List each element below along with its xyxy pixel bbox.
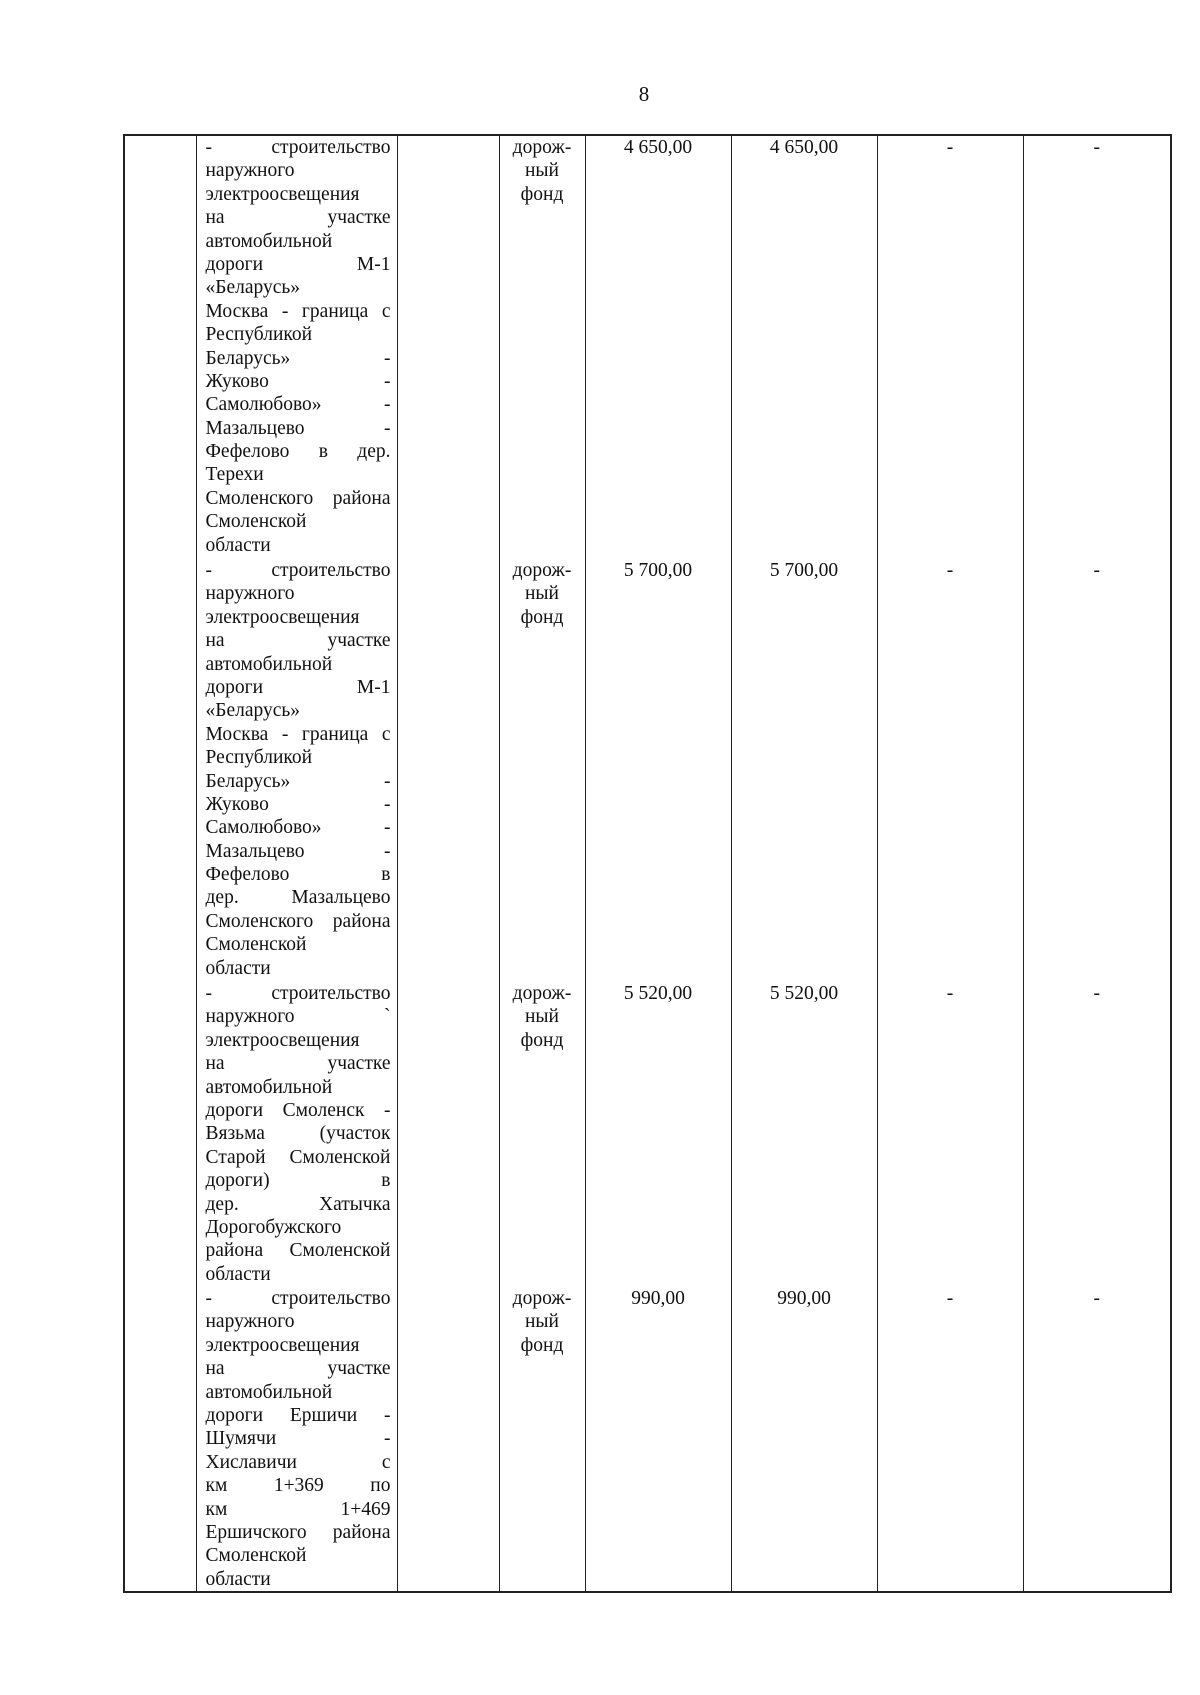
description-line: - строительство — [205, 983, 391, 1004]
description-line: Хиславичи с — [205, 1451, 391, 1473]
table-row — [124, 135, 1171, 1592]
funding-source-cell — [499, 135, 585, 1592]
column-8-value: - — [1093, 983, 1100, 1004]
description-line: области — [205, 534, 271, 556]
description-line: Москва - граница с — [205, 723, 391, 745]
amount-year: 990,00 — [777, 1288, 831, 1309]
description-line: автомобильной — [205, 653, 333, 675]
amount-year: 5 520,00 — [769, 983, 839, 1004]
description-line: «Беларусь» — [205, 277, 301, 299]
description-line: Самолюбово» - — [205, 394, 391, 416]
amount-total: 990,00 — [631, 1288, 685, 1309]
description-line: - строительство — [205, 1288, 391, 1309]
description-line: дер. Хатычка — [205, 1193, 391, 1215]
funding-source-entry — [500, 982, 585, 1287]
page-number: 8 — [638, 82, 650, 106]
description-line: Смоленской — [205, 1545, 307, 1567]
description-line: Шумячи - — [205, 1428, 391, 1450]
description-line: дер. Мазальцево — [205, 887, 391, 909]
column-7-cell — [877, 135, 1023, 1592]
description-line: Вязьма (участок — [205, 1123, 391, 1145]
description-line: «Беларусь» — [205, 700, 301, 722]
funding-source-line: фонд — [520, 606, 564, 628]
description-entry — [206, 982, 391, 1287]
description-line: наружного ` — [205, 1006, 391, 1028]
description-line: на участке — [205, 1358, 391, 1380]
description-line: Смоленского района — [205, 910, 391, 932]
column-7-value: - — [946, 560, 954, 581]
description-line: области — [205, 1263, 271, 1285]
amount-total: 5 700,00 — [623, 560, 693, 581]
amount-year: 5 700,00 — [769, 560, 839, 581]
funding-source-line: дорож- — [512, 560, 572, 581]
column-7-value: - — [946, 983, 954, 1004]
description-line: Самолюбово» - — [205, 817, 391, 839]
description-line: - строительство — [205, 137, 391, 158]
description-line: Ершичского района — [205, 1521, 391, 1543]
description-line: Смоленской — [205, 934, 307, 956]
description-line: Старой Смоленской — [205, 1146, 391, 1168]
description-line: наружного — [205, 583, 295, 605]
funding-source-line: фонд — [520, 1334, 564, 1356]
budget-table — [123, 134, 1172, 1593]
description-line: наружного — [205, 160, 295, 182]
funding-source-line: фонд — [520, 183, 564, 205]
funding-source-line: ный — [525, 1006, 559, 1028]
description-line: автомобильной — [205, 230, 333, 252]
description-line: области — [205, 957, 271, 979]
description-line: Республикой — [205, 747, 313, 769]
funding-source-line: дорож- — [512, 1288, 572, 1309]
description-line: Республикой — [205, 324, 313, 346]
description-line: км 1+469 — [205, 1498, 391, 1520]
column-8-cell — [1023, 135, 1171, 1592]
funding-source-line: дорож- — [512, 137, 572, 158]
column-7-value: - — [946, 1288, 954, 1309]
description-line: электроосвещения — [205, 606, 360, 628]
funding-source-line: ный — [525, 1311, 559, 1333]
description-line: Жуково - — [205, 793, 391, 815]
funding-source-line: ный — [525, 160, 559, 182]
description-line: Беларусь» - — [205, 770, 391, 792]
description-entry — [206, 136, 391, 559]
column-8-value: - — [1093, 560, 1100, 581]
amount-total: 5 520,00 — [623, 983, 693, 1004]
description-line: автомобильной — [205, 1076, 333, 1098]
description-line: Смоленской — [205, 511, 307, 533]
number-cell — [124, 135, 196, 1592]
funding-source-line: ный — [525, 583, 559, 605]
funding-source-entry — [500, 559, 585, 982]
description-line: наружного — [205, 1311, 295, 1333]
column-8-value: - — [1093, 137, 1100, 158]
funding-source-entry — [500, 1287, 585, 1582]
description-entry — [206, 559, 391, 982]
description-line: Дорогобужского — [205, 1216, 342, 1238]
description-line: Москва - граница с — [205, 300, 391, 322]
description-line: Смоленского района — [205, 487, 391, 509]
description-line: Жуково - — [205, 370, 391, 392]
description-line: Фефелово в — [205, 864, 391, 886]
amount-total-cell — [585, 135, 731, 1592]
description-line: Терехи — [205, 464, 264, 486]
description-line: на участке — [205, 630, 391, 652]
description-line: дороги М-1 — [205, 253, 391, 275]
description-line: дороги Смоленск - — [205, 1099, 391, 1121]
description-line: автомобильной — [205, 1381, 333, 1403]
description-line: электроосвещения — [205, 1334, 360, 1356]
description-line: на участке — [205, 1053, 391, 1075]
description-line: км 1+369 по — [205, 1475, 391, 1497]
empty-cell — [397, 135, 499, 1592]
amount-year: 4 650,00 — [769, 137, 839, 158]
description-line: электроосвещения — [205, 1029, 360, 1051]
description-line: электроосвещения — [205, 183, 360, 205]
description-entry — [205, 1287, 391, 1590]
description-line: Беларусь» - — [205, 347, 391, 369]
description-line: Фефелово в дер. — [205, 441, 391, 463]
description-line: области — [205, 1568, 271, 1590]
description-line: Мазальцево - — [205, 840, 391, 862]
description-line: на участке — [205, 207, 391, 229]
description-line: района Смоленской — [205, 1240, 391, 1262]
amount-total: 4 650,00 — [623, 137, 693, 158]
amount-year-cell — [731, 135, 877, 1592]
funding-source-line: дорож- — [512, 983, 572, 1004]
description-line: дороги М-1 — [205, 676, 391, 698]
column-7-value: - — [946, 137, 954, 158]
description-line: дороги) в — [205, 1170, 391, 1192]
description-line: Мазальцево - — [205, 417, 391, 439]
description-cell — [196, 135, 397, 1592]
description-line: дороги Ершичи - — [205, 1404, 391, 1426]
funding-source-entry — [500, 136, 585, 559]
funding-source-line: фонд — [520, 1029, 564, 1051]
description-line: - строительство — [205, 560, 391, 581]
column-8-value: - — [1093, 1288, 1100, 1309]
